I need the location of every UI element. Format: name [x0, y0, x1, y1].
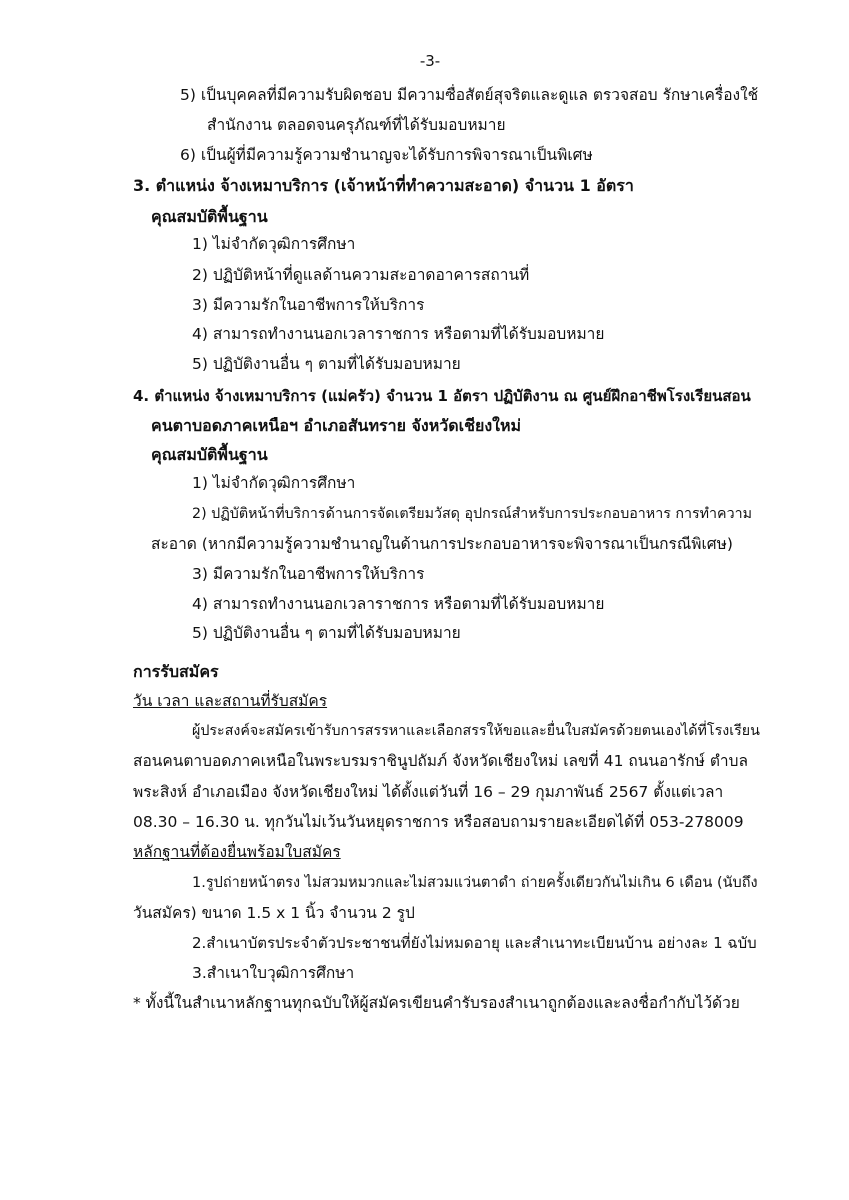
- application-date-place-heading: วัน เวลา และสถานที่รับสมัคร: [133, 692, 328, 710]
- prev-item-6: 6) เป็นผู้ที่มีความรู้ความชำนาญจะได้รับการพิจารณาเป็นพิเศษ: [180, 146, 593, 164]
- required-documents-heading: หลักฐานที่ต้องยื่นพร้อมใบสมัคร: [133, 843, 341, 861]
- document-1-line-1: 1.รูปถ่ายหน้าตรง ไม่สวมหมวกและไม่สวมแว่นตาดำ ถ่ายครั้งเดียวกันไม่เกิน 6 เดือน (นับถึง: [192, 875, 758, 891]
- section-4-item-2-line-2: สะอาด (หากมีความรู้ความชำนาญในด้านการประกอบอาหารจะพิจารณาเป็นกรณีพิเศษ): [151, 535, 733, 553]
- prev-item-5-line-2: สำนักงาน ตลอดจนครุภัณฑ์ที่ได้รับมอบหมาย: [207, 116, 506, 134]
- section-4-item-4: 4) สามารถทำงานนอกเวลาราชการ หรือตามที่ได้รับมอบหมาย: [192, 595, 605, 613]
- prev-item-5-line-1: 5) เป็นบุคคลที่มีความรับผิดชอบ มีความซื่อสัตย์สุจริตและดูแล ตรวจสอบ รักษาเครื่องใช้: [180, 86, 759, 104]
- section-4-item-1: 1) ไม่จำกัดวุฒิการศึกษา: [192, 474, 356, 492]
- section-3-item-4: 4) สามารถทำงานนอกเวลาราชการ หรือตามที่ได้รับมอบหมาย: [192, 325, 605, 343]
- application-heading: การรับสมัคร: [133, 662, 219, 681]
- section-3-qual-heading: คุณสมบัติพื้นฐาน: [151, 207, 268, 226]
- section-3-item-3: 3) มีความรักในอาชีพการให้บริการ: [192, 296, 425, 314]
- section-4-heading-line-2: คนตาบอดภาคเหนือฯ อำเภอสันทราย จังหวัดเชียงใหม่: [151, 416, 522, 435]
- section-3-item-5: 5) ปฏิบัติงานอื่น ๆ ตามที่ได้รับมอบหมาย: [192, 355, 461, 373]
- section-4-heading-line-1: 4. ตำแหน่ง จ้างเหมาบริการ (แม่ครัว) จำนวน 1 อัตรา ปฏิบัติงาน ณ ศูนย์ฝึกอาชีพโรงเรียนสอน: [133, 387, 751, 405]
- document-1-line-2: วันสมัคร) ขนาด 1.5 x 1 นิ้ว จำนวน 2 รูป: [133, 904, 415, 922]
- application-para-line-3: พระสิงห์ อำเภอเมือง จังหวัดเชียงใหม่ ได้ตั้งแต่วันที่ 16 – 29 กุมภาพันธ์ 2567 ตั้งแต่เวลา: [133, 783, 724, 801]
- document-3: 3.สำเนาใบวุฒิการศึกษา: [192, 964, 355, 982]
- section-4-item-5: 5) ปฏิบัติงานอื่น ๆ ตามที่ได้รับมอบหมาย: [192, 624, 461, 642]
- application-para-line-4: 08.30 – 16.30 น. ทุกวันไม่เว้นวันหยุดราชการ หรือสอบถามรายละเอียดได้ที่ 053-278009: [133, 813, 744, 831]
- section-4-qual-heading: คุณสมบัติพื้นฐาน: [151, 445, 268, 464]
- section-4-item-3: 3) มีความรักในอาชีพการให้บริการ: [192, 565, 425, 583]
- section-4-item-2-line-1: 2) ปฏิบัติหน้าที่บริการด้านการจัดเตรียมวัสดุ อุปกรณ์สำหรับการประกอบอาหาร การทำความ: [192, 506, 752, 522]
- certification-note: * ทั้งนี้ในสำเนาหลักฐานทุกฉบับให้ผู้สมัครเขียนคำรับรองสำเนาถูกต้องและลงชื่อกำกับไว้ด้วย: [133, 994, 740, 1012]
- page-number: -3-: [419, 52, 441, 70]
- application-para-line-1: ผู้ประสงค์จะสมัครเข้ารับการสรรหาและเลือกสรรให้ขอและยื่นใบสมัครด้วยตนเองได้ที่โรงเรียน: [192, 723, 760, 739]
- document-2: 2.สำเนาบัตรประจำตัวประชาชนที่ยังไม่หมดอายุ และสำเนาทะเบียนบ้าน อย่างละ 1 ฉบับ: [192, 934, 757, 952]
- application-para-line-2: สอนคนตาบอดภาคเหนือในพระบรมราชินูปถัมภ์ จังหวัดเชียงใหม่ เลขที่ 41 ถนนอารักษ์ ตำบล: [133, 752, 748, 770]
- section-3-heading: 3. ตำแหน่ง จ้างเหมาบริการ (เจ้าหน้าที่ทำความสะอาด) จำนวน 1 อัตรา: [133, 176, 634, 195]
- section-3-item-2: 2) ปฏิบัติหน้าที่ดูแลด้านความสะอาดอาคารสถานที่: [192, 266, 530, 284]
- section-3-item-1: 1) ไม่จำกัดวุฒิการศึกษา: [192, 235, 356, 253]
